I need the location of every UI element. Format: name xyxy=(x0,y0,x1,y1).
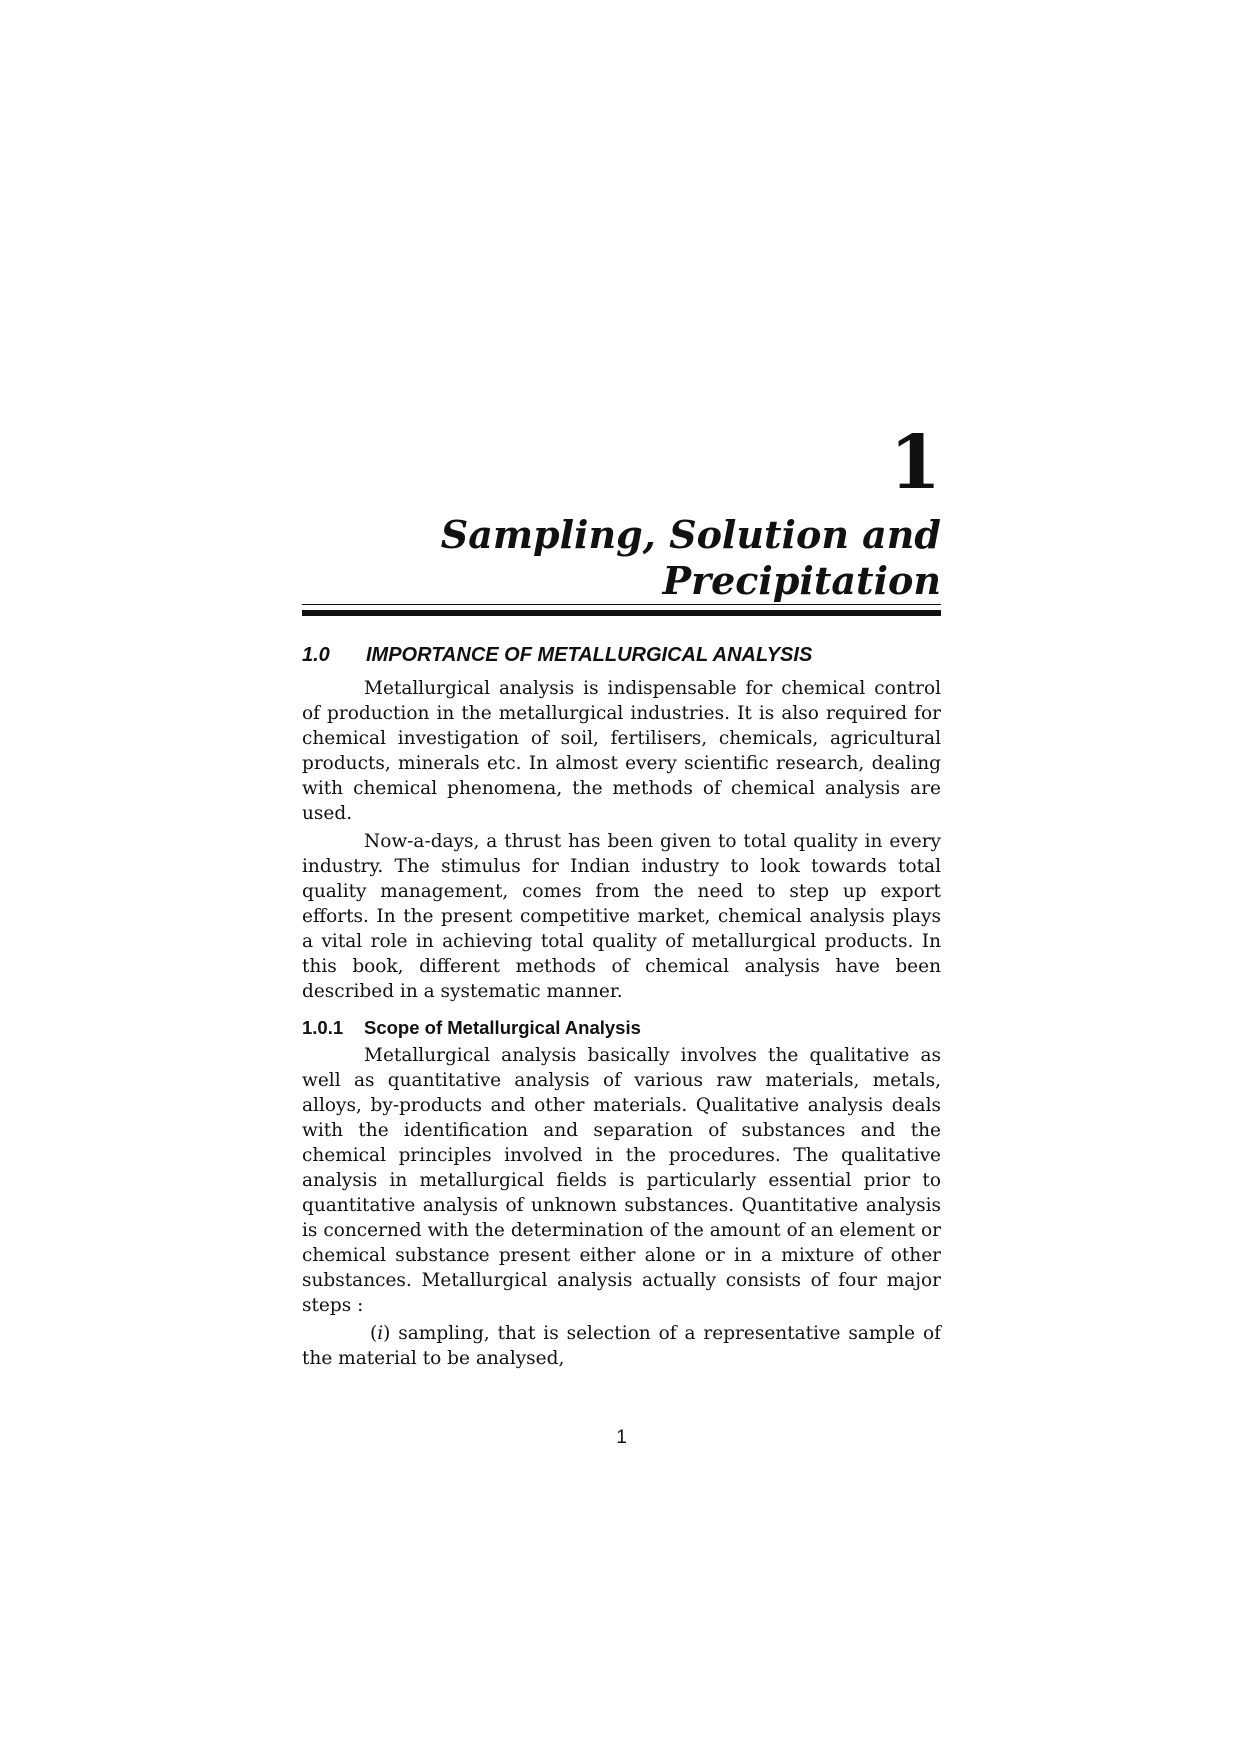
section-title: IMPORTANCE OF METALLURGICAL ANALYSIS xyxy=(366,644,813,666)
section-body xyxy=(302,676,941,1004)
chapter-title-line-1: Sampling, Solution and xyxy=(440,512,941,557)
subsection-title: Scope of Metallurgical Analysis xyxy=(364,1017,641,1038)
subsection-number: 1.0.1 xyxy=(302,1017,344,1038)
step-text: sampling, that is selection of a representative sample of the material to be analysed, xyxy=(302,1323,941,1369)
chapter-number: 1 xyxy=(889,420,941,506)
section-paragraph-2: Now-a-days, a thrust has been given to total quality in every industry. The stimulus for Indian industry to look towards total quality management, comes from the need to step up export efforts. In the present competitive market, chemical analysis plays a vital role in achieving total quality of metallurgical products. In this book, different methods of chemical analysis have been described in a systematic manner. xyxy=(302,831,941,1002)
page-number: 1 xyxy=(616,1427,627,1448)
section-number: 1.0 xyxy=(302,644,330,666)
title-rule-thick xyxy=(302,610,941,616)
chapter-title-line-2: Precipitation xyxy=(662,558,941,603)
section-paragraph-1: Metallurgical analysis is indispensable for chemical control of production in the metallurgical industries. It is also required for chemical investigation of soil, fertilisers, chemicals, agricultural products, minerals etc. In almost every scientific research, dealing with chemical phenomena, the methods of chemical analysis are used. xyxy=(302,678,941,824)
subsection-body xyxy=(302,1043,941,1371)
chapter-title xyxy=(302,512,941,604)
step-marker: i xyxy=(377,1323,384,1344)
subsection-heading xyxy=(302,1016,941,1040)
section-heading xyxy=(302,642,941,668)
subsection-paragraph: Metallurgical analysis basically involves the qualitative as well as quantitative analysis of various raw materials, metals, alloys, by-products and other materials. Qualitative analysis deals with the identification and separation of substances and the chemical principles involved in the procedures. The qualitative analysis in metallurgical fields is particularly essential prior to quantitative analysis of unknown substances. Quantitative analysis is concerned with the determination of the amount of an element or chemical substance present either alone or in a mixture of other substances. Metallurgical analysis actually consists of four major steps : xyxy=(302,1045,941,1316)
title-rule-thin xyxy=(302,604,941,605)
step-item: (i) sampling, that is selection of a representative sample of the material to be analysed, xyxy=(302,1323,941,1369)
